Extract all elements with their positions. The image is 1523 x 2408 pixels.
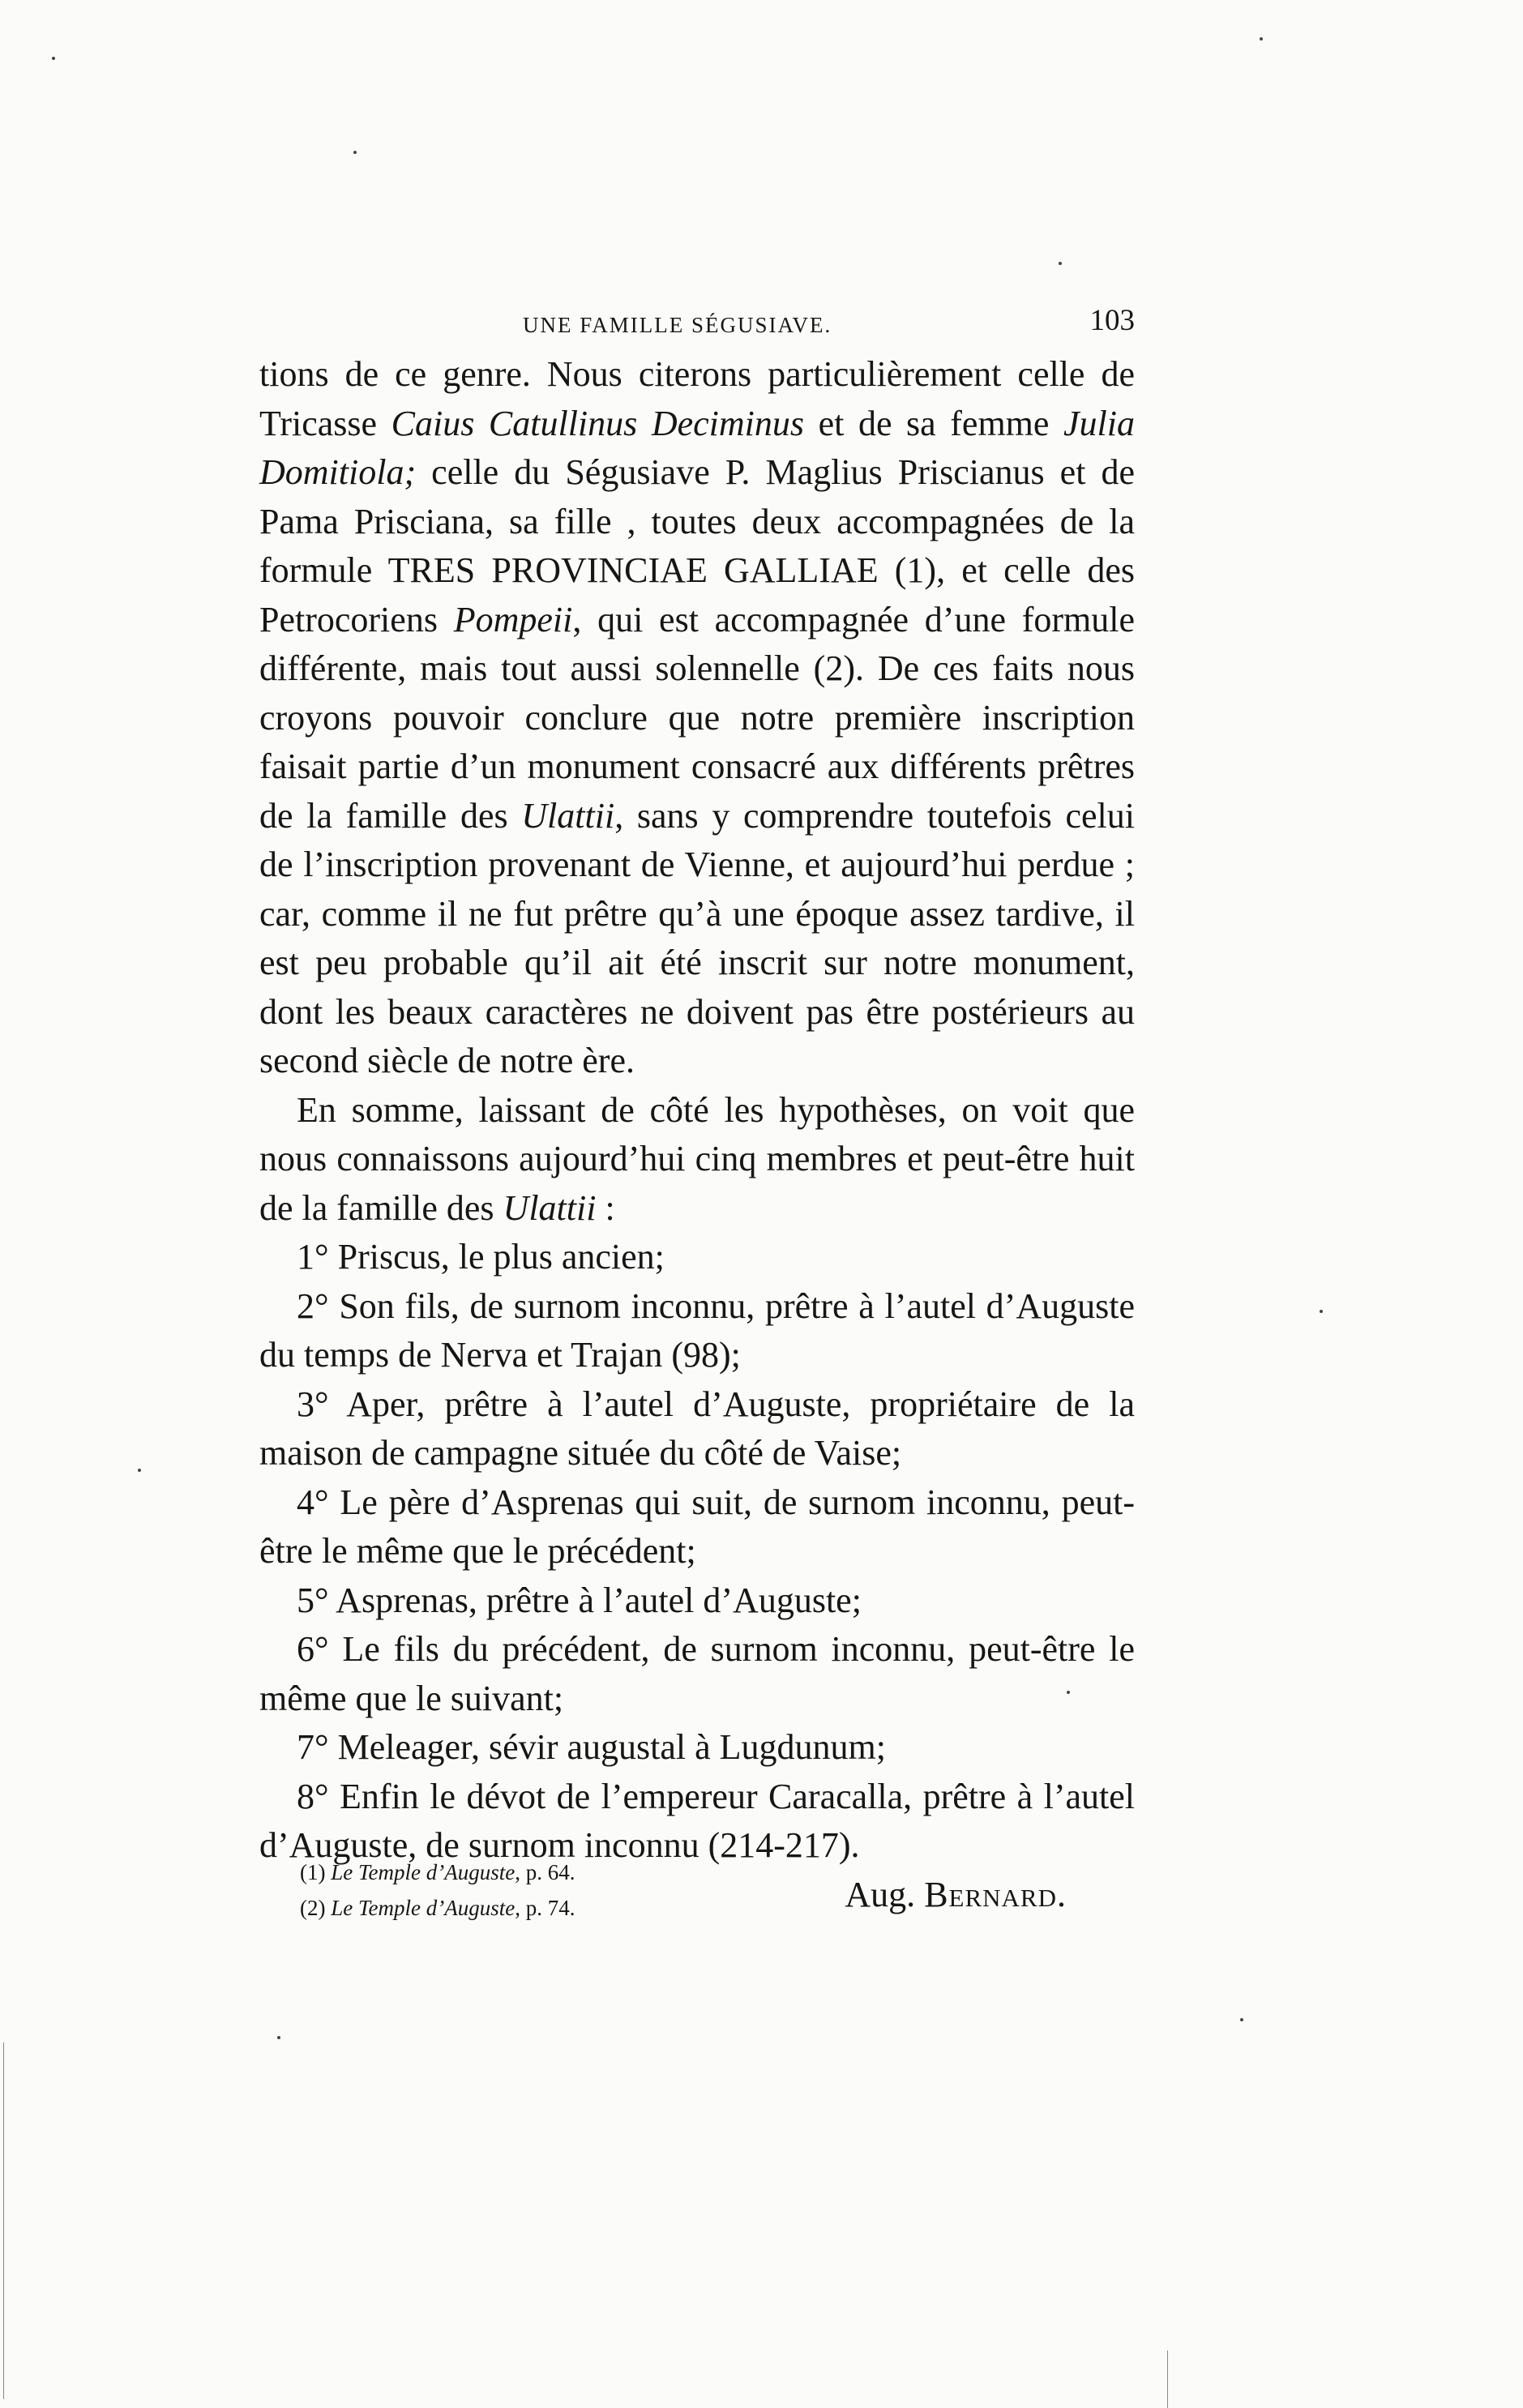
paragraph-text: et de sa femme — [804, 403, 1064, 443]
paragraph-text: , qui est accompagnée d’une formule différente, mais tout aussi solennelle (2). De ces faits nous croyons pouvoir conclure que notre première inscription faisait partie d’un monument consacré aux différents prêtres de la famille des — [259, 599, 1136, 836]
footnote-title: Le Temple d’Auguste — [331, 1860, 516, 1884]
list-item: 4° Le père d’Asprenas qui suit, de surnom inconnu, peut-être le même que le précédent; — [259, 1482, 1135, 1571]
paragraph-text: celle du Ségusiave P. Maglius Priscianus et de Pama Prisciana, sa fille , toutes deux accompagnées de la formule TRES PROVINCIAE GALLIAE (1), et celle des Petrocoriens — [259, 452, 1135, 639]
list-item: 2° Son fils, de surnom inconnu, prêtre à l’autel d’Auguste du temps de Nerva et Trajan (98); — [259, 1285, 1135, 1375]
footnote-title: Le Temple d’Auguste — [331, 1896, 516, 1920]
paragraph-text: tions de ce genre. Nous citerons particulièrement celle de Tricasse — [259, 354, 1135, 443]
footnote — [300, 1890, 575, 1926]
list-item: 8° Enfin le dévot de l’empereur Caracalla, prêtre à l’autel d’Auguste, de surnom inconnu (214-217). — [259, 1776, 1135, 1865]
scan-speck — [1260, 37, 1263, 41]
paragraph-text: En somme, laissant de côté les hypothèses, on voit que nous connaissons aujourd’hui cinq membres et peut-être huit de la famille des — [259, 1089, 1135, 1228]
italic-name: Ulattii — [521, 795, 615, 836]
list-item: 6° Le fils du précédent, de surnom inconnu, peut-être le même que le suivant; — [259, 1629, 1135, 1718]
scan-speck — [52, 57, 55, 60]
signature-name: Bernard. — [924, 1874, 1067, 1914]
signature-prefix: Aug. — [845, 1874, 916, 1914]
footnotes — [300, 1854, 575, 1926]
footnote — [300, 1854, 575, 1890]
scan-speck — [138, 1469, 141, 1472]
footnote-number: (2) — [300, 1896, 326, 1920]
italic-name: Pompeii — [453, 599, 573, 639]
footnote-page: , p. 74. — [515, 1896, 575, 1920]
body-text — [259, 350, 1135, 1919]
paragraph-text: : — [596, 1187, 615, 1228]
paragraph-conclusion — [259, 350, 1135, 1086]
list-item: 3° Aper, prêtre à l’autel d’Auguste, propriétaire de la maison de campagne située du côté de Vaise; — [259, 1384, 1135, 1473]
italic-name: Julia Domitiola; — [259, 403, 1135, 492]
list-item: 7° Meleager, sévir augustal à Lugdunum; — [297, 1727, 886, 1767]
scan-speck — [277, 2036, 280, 2039]
paragraph-summary — [259, 1086, 1135, 1234]
paragraph-text: , sans y comprendre toutefois celui de l’inscription provenant de Vienne, et aujourd’hui perdue ; car, comme il ne fut prêtre qu’à une époque assez tardive, il est peu probable qu’il ait été inscrit sur notre monument, dont les beaux caractères ne doivent pas être postérieurs au second siècle de notre ère. — [259, 795, 1135, 1080]
scan-speck — [1240, 2018, 1243, 2021]
list-item: 1° Priscus, le plus ancien; — [297, 1237, 665, 1277]
running-head — [259, 306, 1135, 347]
page-number: 103 — [1089, 304, 1135, 337]
footnote-number: (1) — [300, 1860, 326, 1884]
running-title: UNE FAMILLE SÉGUSIAVE. — [523, 313, 832, 337]
italic-name: Ulattii — [503, 1187, 597, 1228]
italic-name: Caius Catullinus Deciminus — [391, 403, 805, 443]
scan-speck — [1320, 1310, 1323, 1313]
list-item: 5° Asprenas, prêtre à l’autel d’Auguste; — [297, 1580, 862, 1620]
scan-speck — [1067, 1691, 1070, 1694]
scan-edge-line — [3, 2042, 4, 2399]
footnote-page: , p. 64. — [515, 1860, 575, 1884]
scan-speck — [353, 151, 357, 154]
scan-speck — [1059, 262, 1062, 265]
scan-edge-line — [1167, 2350, 1168, 2408]
